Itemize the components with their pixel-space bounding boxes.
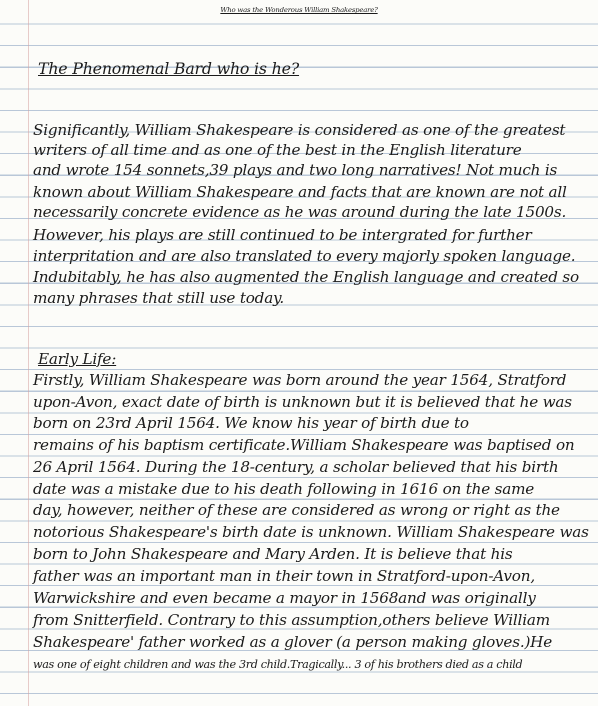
paragraph-line: known about William Shakespeare and facts that are known are not all — [33, 183, 567, 201]
section-heading-early-life: Early Life: — [38, 350, 117, 368]
paragraph-line: interpritation and are also translated to every majorly spoken language. — [33, 247, 576, 265]
paragraph-line: Firstly, William Shakespeare was born around the year 1564, Stratford — [33, 371, 567, 389]
paragraph-line: However, his plays are still continued to be intergrated for further — [33, 226, 532, 244]
paragraph-line: from Snitterfield. Contrary to this assumption,others believe William — [33, 611, 550, 629]
paragraph-line: born to John Shakespeare and Mary Arden. It is believe that his — [33, 545, 513, 563]
paragraph-line: born on 23rd April 1564. We know his year of birth due to — [33, 414, 469, 432]
paragraph-line: Significantly, William Shakespeare is considered as one of the greatest — [33, 121, 566, 139]
paragraph-line: Warwickshire and even became a mayor in 1568and was originally — [33, 589, 536, 607]
paragraph-line: 26 April 1564. During the 18-century, a scholar believed that his birth — [33, 458, 559, 476]
paragraph-line: date was a mistake due to his death following in 1616 on the same — [33, 480, 535, 498]
paragraph-line: Shakespeare' father worked as a glover (a person making gloves.)He — [33, 633, 553, 651]
section-heading-bard: The Phenomenal Bard who is he? — [38, 59, 300, 78]
paragraph-line: Indubitably, he has also augmented the English language and created so — [33, 268, 579, 286]
paragraph-line: many phrases that still use today. — [33, 289, 285, 307]
paragraph-line: writers of all time and as one of the best in the English literature — [33, 141, 522, 159]
paragraph-line: necessarily concrete evidence as he was around during the late 1500s. — [33, 203, 567, 221]
paragraph-line: day, however, neither of these are considered as wrong or right as the — [33, 501, 560, 519]
margin-line — [28, 0, 29, 706]
paragraph-line: remains of his baptism certificate.William Shakespeare was baptised on — [33, 436, 575, 454]
paragraph-line: was one of eight children and was the 3rd child.Tragically... 3 of his brothers died as a child — [33, 658, 523, 671]
paragraph-line: father was an important man in their town in Stratford-upon-Avon, — [33, 567, 535, 585]
paragraph-line: and wrote 154 sonnets,39 plays and two long narratives! Not much is — [33, 161, 558, 179]
page-title: Who was the Wonderous William Shakespeare? — [220, 6, 378, 14]
paragraph-line: upon-Avon, exact date of birth is unknown but it is believed that he was — [33, 393, 572, 411]
paragraph-line: notorious Shakespeare's birth date is unknown. William Shakespeare was — [33, 523, 589, 541]
